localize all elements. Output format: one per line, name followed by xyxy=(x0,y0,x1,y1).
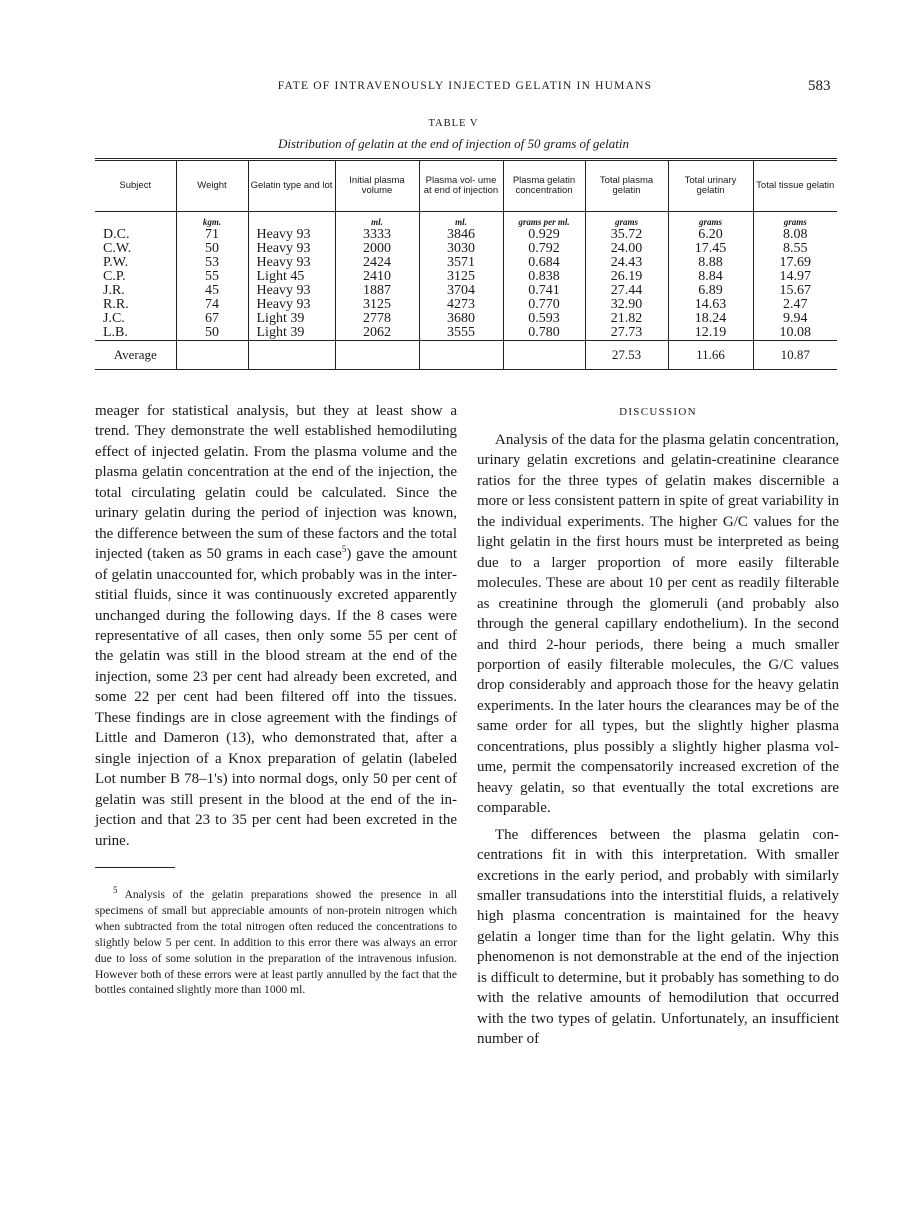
empty-cell xyxy=(248,341,335,370)
concentration-cell: 0.838 xyxy=(503,270,585,284)
end-volume-cell: 3680 xyxy=(419,312,503,326)
weight-cell: 53 xyxy=(176,256,248,270)
empty-cell xyxy=(335,341,419,370)
concentration-cell: 0.593 xyxy=(503,312,585,326)
end-volume-cell: 3125 xyxy=(419,270,503,284)
subject-cell: C.P. xyxy=(103,269,126,284)
plasma-gelatin-cell: 27.44 xyxy=(585,284,668,298)
tissue-gelatin-cell: 9.94 xyxy=(753,312,837,326)
discussion-paragraph-1: Analysis of the data for the plasma gelatin concentration, urinary gelatin excretions and gelatin-creatinine clearance ratios for the three types of gelatin makes discernible a more or less consistent pattern in spite of great variability in the individual experiments. The higher G/C values for the light gelatin in the first hours must be interpreted as being due to a larger proportion of more easily filterable molecules. These are about 10 per cent as readily filterable as creatinine through the glomeruli (and probably also through the general capillary endothelium). In the second and third 2-hour periods, there being a much smaller porportion of easily filterable molecules, the G/C values drop considerably and approach those for the heavy gelatin experiments. In the later hours the clearances may be of the same order for all types, but the slightly higher plasma concentrations, plus possibly a slightly higher plasma volume, permit the compensatorily increased excretion of the heavy gelatin, so that eventually the total excretions are comparable. xyxy=(477,432,839,817)
running-head: FATE OF INTRAVENOUSLY INJECTED GELATIN IN HUMANS xyxy=(277,80,653,92)
units-row xyxy=(95,212,837,229)
average-total-plasma: 27.53 xyxy=(585,341,668,370)
unit-cell: kgm. xyxy=(176,212,248,229)
subject-cell: P.W. xyxy=(103,255,129,270)
urinary-gelatin-cell: 6.20 xyxy=(668,228,753,242)
unit-cell: grams xyxy=(585,212,668,229)
subject-cell: C.W. xyxy=(103,241,132,256)
footnote-divider xyxy=(95,867,175,868)
table-row xyxy=(95,242,837,256)
header-total-urinary-gelatin: Total urinary gelatin xyxy=(668,160,753,212)
empty-cell xyxy=(419,341,503,370)
gelatin-type-cell: Heavy 93 xyxy=(248,228,335,242)
paragraph-text: ) gave the amount of gelatin unaccounted for, which probably was in the interstitial fluids, since it was continuously excreted apparently unchanged during the following days. If the 8 cases were representative of all cases, then only some 55 per cent of the gelatin was still in the blood stream at the end of the injection, some 23 per cent had already been excreted, and some 22 per cent had been filtered off into the tissues. These findings are in close agreement with the findings of Little and Dameron (13), who demonstrated that, after a single injection of a Knox preparation of gelatin (labeled Lot number B 78–1's) into normal dogs, only 50 per cent of gelatin was still present in the blood at the end of the injection and that 23 to 35 per cent had been excreted in the urine. xyxy=(95,546,457,849)
plasma-gelatin-cell: 32.90 xyxy=(585,298,668,312)
subject-cell: R.R. xyxy=(103,297,129,312)
end-volume-cell: 3704 xyxy=(419,284,503,298)
unit-cell: grams xyxy=(668,212,753,229)
subject-cell: J.R. xyxy=(103,283,125,298)
initial-volume-cell: 3333 xyxy=(335,228,419,242)
unit-cell xyxy=(95,212,176,229)
table-row xyxy=(95,284,837,298)
gelatin-type-cell: Light 39 xyxy=(248,326,335,341)
gelatin-type-cell: Light 39 xyxy=(248,312,335,326)
left-column xyxy=(95,401,457,998)
gelatin-distribution-table xyxy=(95,158,837,370)
unit-cell: grams per ml. xyxy=(503,212,585,229)
initial-volume-cell: 2410 xyxy=(335,270,419,284)
concentration-cell: 0.770 xyxy=(503,298,585,312)
table-row xyxy=(95,270,837,284)
footnote xyxy=(95,887,457,998)
footnote-number: 5 xyxy=(113,885,118,896)
footnote-text: Analysis of the gelatin preparations showed the presence in all specimens of small but appreciable amounts of non-protein nitrogen which when subtracted from the total nitrogen often reduced the concentrations to slightly below 5 per cent. In addition to this error there was always an error due to loss of some solution in the preparation of the intravenous infusion. However both of these errors were at least partly annulled by the fact that the bottles contained slightly more than 1000 ml. xyxy=(95,887,457,997)
weight-cell: 45 xyxy=(176,284,248,298)
table-label: TABLE V xyxy=(428,118,479,129)
paragraph-text: meager for statistical analysis, but they at least show a trend. They demonstrate the well established hemodiluting effect of injected gelatin. From the plasma volume and the plasma gelatin concentration at the end of the injection, the total circulating gelatin could be calculated. Since the urinary gelatin during the period of injection was known, the difference between the sum of these factors and the total injected (taken as 50 grams in each case xyxy=(95,403,457,563)
concentration-cell: 0.780 xyxy=(503,326,585,341)
table-row xyxy=(95,228,837,242)
section-heading: DISCUSSION xyxy=(619,406,697,418)
header-plasma-gelatin-concentration: Plasma gelatin concentration xyxy=(503,160,585,212)
header-weight: Weight xyxy=(176,160,248,212)
gelatin-type-cell: Light 45 xyxy=(248,270,335,284)
subject-cell: D.C. xyxy=(103,227,130,242)
end-volume-cell: 3846 xyxy=(419,228,503,242)
average-row xyxy=(95,341,837,370)
gelatin-type-cell: Heavy 93 xyxy=(248,298,335,312)
concentration-cell: 0.792 xyxy=(503,242,585,256)
gelatin-type-cell: Heavy 93 xyxy=(248,256,335,270)
unit-cell: grams xyxy=(753,212,837,229)
header-total-plasma-gelatin: Total plasma gelatin xyxy=(585,160,668,212)
table-body xyxy=(95,212,837,341)
urinary-gelatin-cell: 8.88 xyxy=(668,256,753,270)
weight-cell: 50 xyxy=(176,326,248,341)
header-total-tissue-gelatin: Total tissue gelatin xyxy=(753,160,837,212)
initial-volume-cell: 2062 xyxy=(335,326,419,341)
table-header-row xyxy=(95,160,837,212)
end-volume-cell: 3555 xyxy=(419,326,503,341)
empty-cell xyxy=(176,341,248,370)
unit-cell: ml. xyxy=(419,212,503,229)
header-initial-plasma-volume: Initial plasma volume xyxy=(335,160,419,212)
concentration-cell: 0.929 xyxy=(503,228,585,242)
tissue-gelatin-cell: 17.69 xyxy=(753,256,837,270)
table-row xyxy=(95,298,837,312)
weight-cell: 67 xyxy=(176,312,248,326)
discussion-paragraph-2: The differences between the plasma gelatin concentrations fit in with this interpretation. With smaller excretions in the early period, and probably with similarly smaller transudations into the interstitial fluids, a relatively high plasma concentration is maintained for the heavy gelatin a longer time than for the light gelatin. Why this phenomenon is not demonstrable at the end of the injection is difficult to determine, but it probably has something to do with the relative amounts of hemodilution that occurred with the two types of gelatin. Unfortunately, an insufficient number of xyxy=(477,826,839,1048)
header-gelatin-type: Gelatin type and lot xyxy=(248,160,335,212)
gelatin-type-cell: Heavy 93 xyxy=(248,242,335,256)
initial-volume-cell: 2000 xyxy=(335,242,419,256)
urinary-gelatin-cell: 14.63 xyxy=(668,298,753,312)
end-volume-cell: 4273 xyxy=(419,298,503,312)
urinary-gelatin-cell: 18.24 xyxy=(668,312,753,326)
plasma-gelatin-cell: 26.19 xyxy=(585,270,668,284)
plasma-gelatin-cell: 35.72 xyxy=(585,228,668,242)
gelatin-type-cell: Heavy 93 xyxy=(248,284,335,298)
concentration-cell: 0.684 xyxy=(503,256,585,270)
plasma-gelatin-cell: 24.43 xyxy=(585,256,668,270)
table-caption: Distribution of gelatin at the end of injection of 50 grams of gelatin xyxy=(278,136,629,151)
body-paragraph xyxy=(95,401,457,851)
average-label: Average xyxy=(95,341,176,370)
tissue-gelatin-cell: 8.55 xyxy=(753,242,837,256)
initial-volume-cell: 1887 xyxy=(335,284,419,298)
urinary-gelatin-cell: 12.19 xyxy=(668,326,753,341)
tissue-gelatin-cell: 2.47 xyxy=(753,298,837,312)
urinary-gelatin-cell: 8.84 xyxy=(668,270,753,284)
weight-cell: 74 xyxy=(176,298,248,312)
footnote-reference: 5 xyxy=(341,544,347,555)
initial-volume-cell: 3125 xyxy=(335,298,419,312)
tissue-gelatin-cell: 14.97 xyxy=(753,270,837,284)
header-plasma-volume-end: Plasma vol- ume at end of injection xyxy=(419,160,503,212)
subject-cell: L.B. xyxy=(103,325,128,340)
end-volume-cell: 3030 xyxy=(419,242,503,256)
initial-volume-cell: 2778 xyxy=(335,312,419,326)
unit-cell: ml. xyxy=(335,212,419,229)
average-total-urinary: 11.66 xyxy=(668,341,753,370)
concentration-cell: 0.741 xyxy=(503,284,585,298)
weight-cell: 50 xyxy=(176,242,248,256)
urinary-gelatin-cell: 17.45 xyxy=(668,242,753,256)
tissue-gelatin-cell: 8.08 xyxy=(753,228,837,242)
table-row xyxy=(95,326,837,341)
plasma-gelatin-cell: 27.73 xyxy=(585,326,668,341)
right-column xyxy=(477,401,839,1050)
tissue-gelatin-cell: 15.67 xyxy=(753,284,837,298)
table-row xyxy=(95,312,837,326)
urinary-gelatin-cell: 6.89 xyxy=(668,284,753,298)
plasma-gelatin-cell: 24.00 xyxy=(585,242,668,256)
subject-cell: J.C. xyxy=(103,311,125,326)
tissue-gelatin-cell: 10.08 xyxy=(753,326,837,341)
end-volume-cell: 3571 xyxy=(419,256,503,270)
page-number: 583 xyxy=(808,78,831,94)
table-row xyxy=(95,256,837,270)
empty-cell xyxy=(503,341,585,370)
weight-cell: 71 xyxy=(176,228,248,242)
weight-cell: 55 xyxy=(176,270,248,284)
average-total-tissue: 10.87 xyxy=(753,341,837,370)
initial-volume-cell: 2424 xyxy=(335,256,419,270)
unit-cell xyxy=(248,212,335,229)
plasma-gelatin-cell: 21.82 xyxy=(585,312,668,326)
header-subject: Subject xyxy=(95,160,176,212)
